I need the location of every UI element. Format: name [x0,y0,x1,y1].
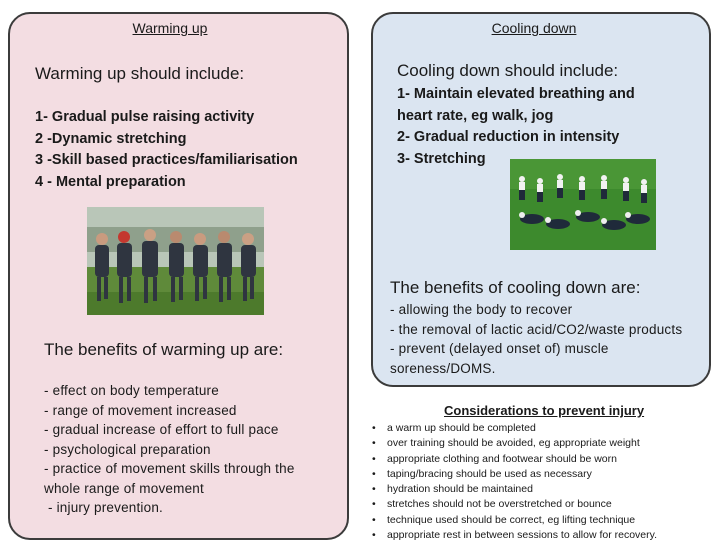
injury-considerations-list [372,421,657,543]
cooling-down-benefits-list [390,300,710,378]
bullet-icon: • [372,483,376,496]
list-item: 2 -Dynamic stretching [35,130,187,147]
list-item: - allowing the body to recover [390,302,573,317]
list-item: - psychological preparation [44,441,211,457]
list-item: - prevent (delayed onset of) muscle [390,341,609,356]
list-item: - range of movement increased [44,402,237,418]
cooling-down-benefits-title: The benefits of cooling down are: [390,278,641,297]
list-item: 1- Maintain elevated breathing and [397,86,635,102]
injury-considerations-title: Considerations to prevent injury [444,403,645,418]
list-item: 2- Gradual reduction in intensity [397,129,620,145]
list-item: - practice of movement skills through the [44,461,295,476]
list-item: • a warm up should be completed [372,421,657,436]
bullet-icon: • [372,452,376,465]
warming-up-list [35,107,298,193]
bullet-icon: • [372,529,376,542]
warming-up-benefits-title: The benefits of warming up are: [44,340,284,359]
warming-up-heading: Warming up [132,20,208,36]
list-item: • stretches should not be overstretched or bounce [372,497,657,512]
list-item: 3- Stretching [397,150,486,167]
warming-up-benefits-list [44,381,344,518]
list-item: whole range of movement [44,480,204,496]
cooling-down-list [397,84,697,170]
list-item: • over training should be avoided, eg appropriate weight [372,436,657,451]
list-item: • technique used should be correct, eg lifting technique [372,513,657,528]
list-item: • appropriate rest in between sessions to allow for recovery. [372,528,657,543]
list-item: 4 - Mental preparation [35,173,186,190]
bullet-icon: • [372,513,376,526]
list-item: - gradual increase of effort to full pace [44,422,279,437]
bullet-icon: • [372,422,376,434]
list-item: 1- Gradual pulse raising activity [35,109,255,125]
bullet-icon: • [372,437,376,450]
list-item: • taping/bracing should be used as necessary [372,467,657,482]
warm-up-photo [87,207,264,315]
bullet-icon: • [372,498,376,511]
warming-up-include-title: Warming up should include: [35,64,245,83]
list-item: heart rate, eg walk, jog [397,107,554,124]
list-item: soreness/DOMS. [390,360,496,376]
list-item: - injury prevention. [44,500,164,515]
list-item: - the removal of lactic acid/CO2/waste products [390,321,683,337]
bullet-icon: • [372,467,376,480]
list-item: 3 -Skill based practices/familiarisation [35,152,298,168]
list-item: - effect on body temperature [44,383,219,398]
list-item: • hydration should be maintained [372,482,657,497]
list-item: • appropriate clothing and footwear should be worn [372,452,657,467]
cooling-down-include-title: Cooling down should include: [397,61,619,80]
cooling-down-heading: Cooling down [491,20,577,36]
cool-down-photo [510,159,656,250]
